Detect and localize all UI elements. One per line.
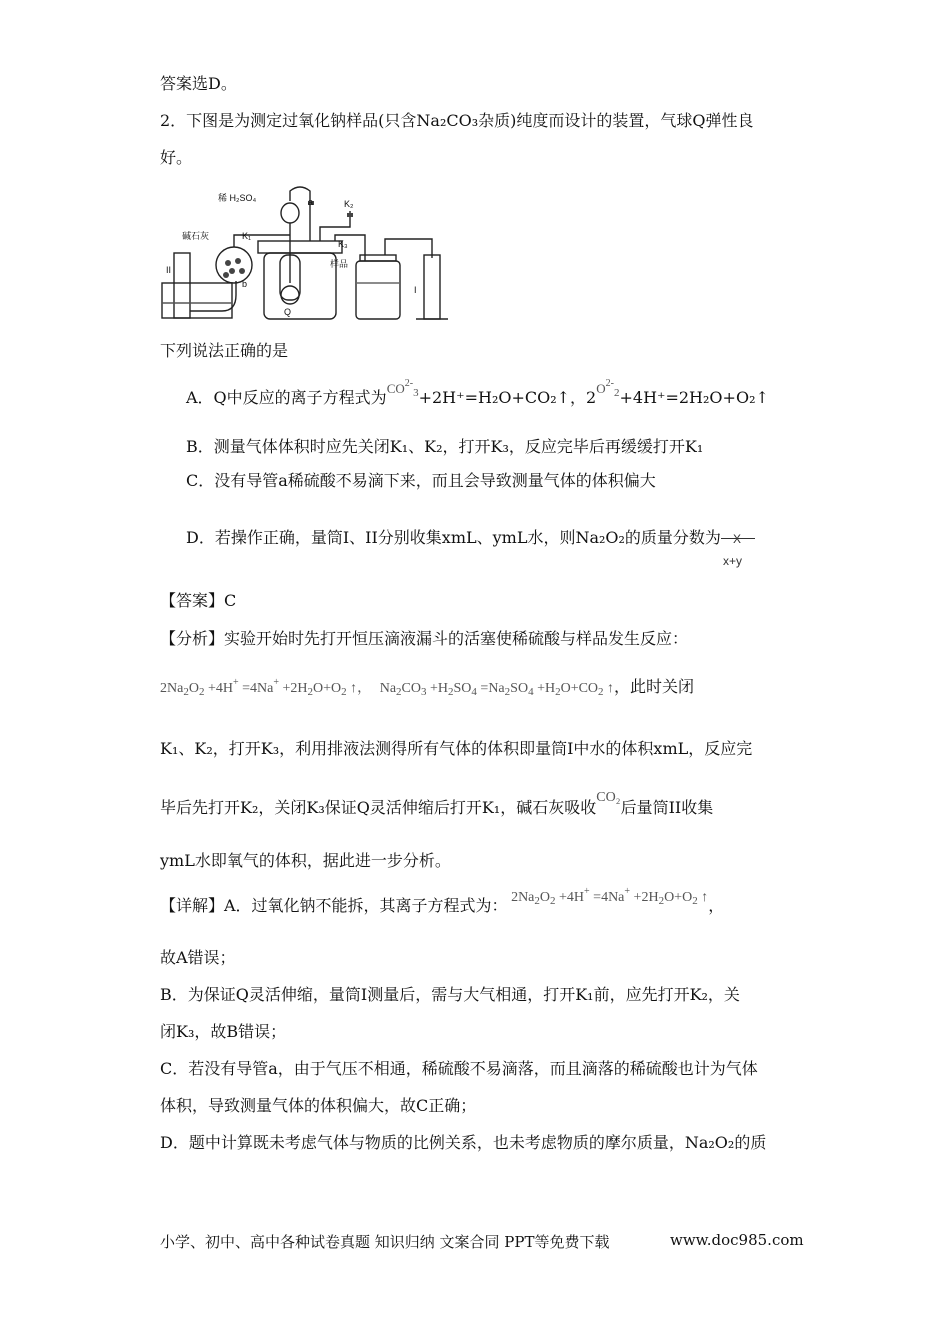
option-a <box>186 378 769 410</box>
label-b: b <box>242 279 248 289</box>
text-line: ymL水即氧气的体积，据此进一步分析。 <box>160 851 451 870</box>
label-k3: K₃ <box>338 239 348 249</box>
text-line: 体积，导致测量气体的体积偏大，故C正确； <box>160 1096 477 1115</box>
text-line: 故A错误； <box>160 948 236 967</box>
option-a-eq1: +2H⁺=H₂O+CO₂↑，2 <box>418 388 597 407</box>
answer-line: 【答案】C <box>160 591 237 610</box>
text-line: 好。 <box>160 148 193 167</box>
equation-detail: $2Na_2O_2 +4H^+ =4Na^+ +2H_2O+O_2$ ↑ <box>507 886 709 907</box>
label-k2: K₂ <box>344 199 354 209</box>
label-soda-lime: 碱石灰 <box>182 231 210 241</box>
label-sample: 样品 <box>330 259 349 269</box>
footer-link[interactable]: www.doc985.com <box>670 1231 804 1249</box>
text-line: B．为保证Q灵活伸缩，量筒I测量后，需与大气相通，打开K₁前，应先打开K₂，关 <box>160 985 740 1004</box>
co2-formula: CO₂ <box>596 790 621 805</box>
text-line: 答案选D。 <box>160 74 237 93</box>
option-a-text: A．Q中反应的离子方程式为 <box>186 388 387 407</box>
label-tube-a: a <box>308 197 314 207</box>
label-k1: K₁ <box>242 231 252 241</box>
label-cylinder-I: I <box>414 285 417 295</box>
apparatus-diagram <box>160 183 450 323</box>
option-c: C．没有导管a稀硫酸不易滴下来，而且会导致测量气体的体积偏大 <box>186 471 656 490</box>
fraction: X x+y <box>721 519 757 559</box>
option-d <box>186 518 757 568</box>
text-line: 下列说法正确的是 <box>160 341 289 360</box>
footer-text: 小学、初中、高中各种试卷真题 知识归纳 文案合同 PPT等免费下载 <box>160 1233 610 1251</box>
label-cylinder-II: II <box>166 265 172 275</box>
equation-carbonate: $Na_2CO_3 +H_2SO_4 =Na_2SO_4 +H_2O+CO_2$ ↑ <box>376 681 615 698</box>
equation-line <box>160 676 694 700</box>
text-line: 毕后先打开K₂，关闭K₃保证Q灵活伸缩后打开K₁，碱石灰吸收CO₂后量筒II收集 <box>160 790 714 817</box>
option-a-eq2: +4H⁺=2H₂O+O₂↑ <box>619 388 769 407</box>
analysis-line: 【分析】实验开始时先打开恒压滴液漏斗的活塞使稀硫酸与样品发生反应： <box>160 629 689 648</box>
option-d-text: D．若操作正确，量筒I、II分别收集xmL、ymL水，则Na₂O₂的质量分数为 <box>186 528 721 547</box>
label-dilute-acid: 稀 H₂SO₄ <box>218 193 257 203</box>
option-b: B．测量气体体积时应先关闭K₁、K₂，打开K₃，反应完毕后再缓缓打开K₁ <box>186 437 704 456</box>
text-line: D．题中计算既未考虑气体与物质的比例关系，也未考虑物质的摩尔质量，Na₂O₂的质 <box>160 1133 767 1152</box>
detail-line: 【详解】A．过氧化钠不能拆，其离子方程式为： $2Na_2O_2 +4H^+ =4Na^+ +2H_2O+O_2$ ↑， <box>160 886 725 915</box>
equation-tail: ，此时关闭 <box>614 677 695 696</box>
carbonate-ion: CO2-3 <box>386 378 419 399</box>
text-line: 闭K₃，故B错误； <box>160 1022 287 1041</box>
text-line: C．若没有导管a，由于气压不相通，稀硫酸不易滴落，而且滴落的稀硫酸也计为气体 <box>160 1059 758 1078</box>
question-2-stem: 2．下图是为测定过氧化钠样品(只含Na₂CO₃杂质)纯度而设计的装置，气球Q弹性良 <box>160 111 754 130</box>
page-footer <box>160 1231 804 1252</box>
label-balloon-Q: Q <box>284 307 292 317</box>
text-line: K₁、K₂，打开K₃，利用排液法测得所有气体的体积即量筒I中水的体积xmL，反应完 <box>160 739 753 758</box>
equation-peroxide: $2Na_2O_2 +4H^+ =4Na^+ +2H_2O+O_2$ ↑， <box>160 677 372 698</box>
peroxide-ion: O2-2 <box>596 378 620 399</box>
